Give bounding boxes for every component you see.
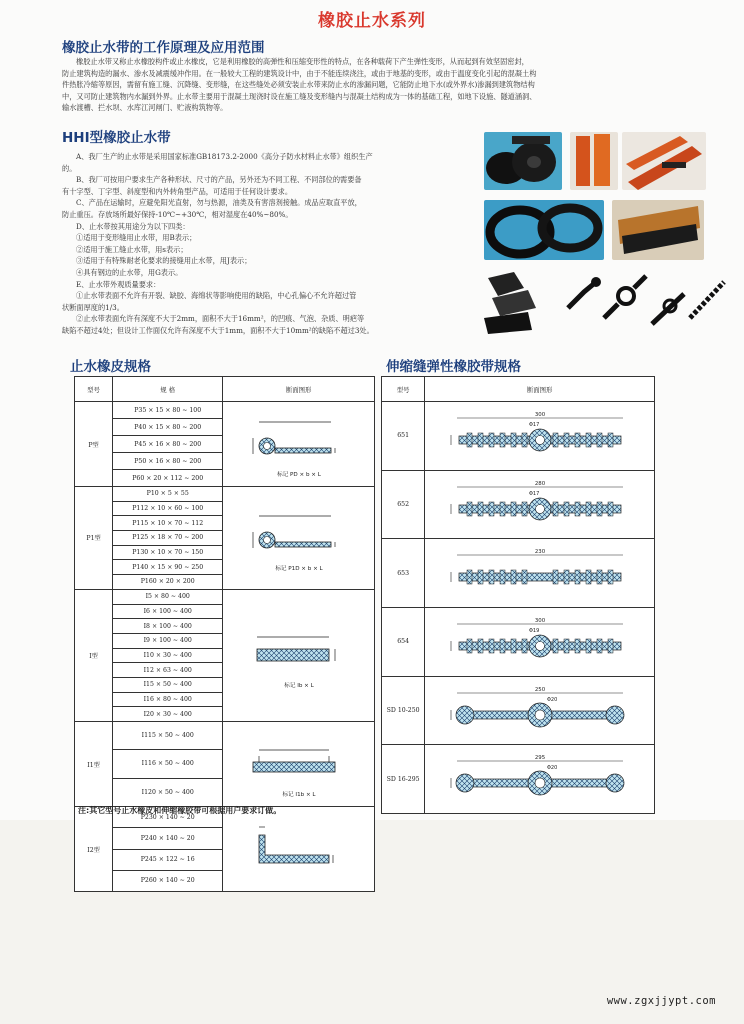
spec-cell: I15 × 50 ~ 400	[113, 677, 223, 692]
hhi-line: 的。	[62, 163, 77, 173]
spec-cell: P245 × 122 ~ 16	[113, 849, 223, 870]
spec-cell: P50 × 16 × 80 ~ 200	[113, 453, 223, 470]
section-heading-principle: 橡胶止水带的工作原理及应用范围	[62, 40, 265, 56]
spec-cell: I9 × 100 ~ 400	[113, 633, 223, 648]
spec-cell: P45 × 16 × 80 ~ 200	[113, 436, 223, 453]
right-table-heading: 伸缩缝弹性橡胶带规格	[386, 359, 521, 375]
section-shape-cell	[223, 722, 375, 807]
belt-diameter-label: Φ17	[528, 490, 539, 497]
belt-section-diagram	[437, 477, 643, 533]
cross-section-diagram	[229, 402, 369, 486]
hhi-line: ②适用于施工缝止水带，用s表示；	[76, 244, 188, 254]
hhi-line: E、止水带外观质量要求：	[76, 279, 161, 289]
cross-section-diagram	[229, 496, 369, 580]
spec-cell: P40 × 15 × 80 ~ 200	[113, 419, 223, 436]
table-row	[382, 402, 655, 471]
spec-cell: P240 × 140 ~ 20	[113, 828, 223, 849]
section-shape-cell	[425, 676, 655, 745]
spec-cell: P112 × 10 × 60 ~ 100	[113, 501, 223, 516]
cross-section-diagram	[229, 613, 369, 697]
product-photo-coils	[484, 200, 604, 260]
principle-line: 中，又可防止建筑物内水漏到外界。止水带主要用于混凝土现浇时设在施工缝及变形缝内与混凝土结构成为一体的基础工程，如地下设施、隧道涵洞、	[62, 91, 537, 101]
product-photos	[484, 128, 730, 344]
custom-order-note: 注:其它型号止水橡皮和伸缩橡胶带可根据用户要求订做。	[78, 806, 282, 815]
column-header: 断面图形	[425, 377, 655, 402]
hhi-line: D、止水带按其用途分为以下四类：	[76, 221, 190, 231]
spec-cell: P230 × 140 ~ 20	[113, 807, 223, 828]
hhi-line: ①适用于变形缝用止水带，用B表示；	[76, 233, 197, 243]
page-title: 橡胶止水系列	[318, 11, 426, 31]
rubber-roll-image	[484, 132, 562, 190]
model-cell: SD 16-295	[382, 745, 425, 814]
belt-width-label: 230	[534, 549, 545, 556]
hhi-line: ③适用于有特殊耐老化要求的接缝用止水带，用J表示；	[76, 256, 252, 266]
table-row	[382, 608, 655, 677]
hhi-line: 防止重压。存放场所最好保持-10℃~+30℃，相对湿度在40%~80%。	[62, 209, 293, 219]
hhi-line: A、我厂生产的止水带是采用国家标准GB18173.2-2000《高分子防水材料止水带》组织生产	[76, 152, 373, 161]
principle-line: 橡胶止水带又称止水橡胶构件或止水橡皮，它是利用橡胶的高弹性和压缩变形性的特点，在各种载荷下产生弹性变形，从而起到有效坚固密封，	[76, 57, 529, 66]
hhi-line: ①止水带表面不允许有开裂、缺胶、海绵状等影响使用的缺陷，中心孔偏心不允许超过管	[76, 291, 357, 301]
hhi-line: C、产品在运输时，应避免阳光直射，勿与热源，油类及有害溶剂接触。成品应取直平放，	[76, 198, 362, 208]
section-shape-cell	[223, 402, 375, 487]
spec-cell: I6 × 100 ~ 400	[113, 604, 223, 619]
model-cell: SD 10-250	[382, 676, 425, 745]
belt-width-label: 300	[534, 617, 545, 624]
spec-cell: I8 × 100 ~ 400	[113, 619, 223, 634]
section-shape-cell	[425, 608, 655, 677]
spec-cell: P160 × 20 × 200	[113, 575, 223, 590]
product-photo-steel-edge	[612, 200, 704, 260]
section-shape-cell	[425, 470, 655, 539]
hhi-line: B、我厂可按用户要求生产各种形状、尺寸的产品，另外还为不同工程、不同部位的需要备	[76, 175, 362, 185]
cross-section-diagram	[229, 722, 369, 806]
spec-cell: P260 × 140 ~ 20	[113, 870, 223, 891]
spec-cell: I10 × 30 ~ 400	[113, 648, 223, 663]
belt-section-diagram	[437, 751, 643, 807]
table-row	[382, 676, 655, 745]
principle-line: 防止建筑构造的漏水、渗水及减震缓冲作用。在一般较大工程的建筑设计中，由于不能连续浇注，或由于地基的变形，或由于温度变化引起的混凝土构	[62, 68, 537, 78]
belt-section-diagram	[437, 408, 643, 464]
cross-section-caption: 标记 Ib × L	[283, 683, 314, 690]
table-row	[382, 539, 655, 608]
section-shape-cell	[223, 589, 375, 721]
spec-cell: I12 × 63 ~ 400	[113, 663, 223, 678]
model-cell: 654	[382, 608, 425, 677]
belt-width-label: 295	[534, 755, 545, 762]
model-type-cell: I1型	[75, 722, 113, 807]
spec-cell: I115 × 50 ~ 400	[113, 722, 223, 750]
table-row	[75, 722, 375, 750]
hhi-paragraph	[62, 151, 478, 337]
steel-edge-image	[612, 200, 704, 260]
column-header: 规 格	[113, 377, 223, 402]
spec-cell: I20 × 30 ~ 400	[113, 707, 223, 722]
principle-line: 件热胀冷缩等原因，需留有施工缝、沉降缝、变形缝，在这些缝处必须安装止水带来防止水的渗漏问题，它能防止地下水(或外界水)渗漏到建筑物结构	[62, 80, 535, 90]
product-photo-orange-bars	[622, 132, 706, 190]
model-type-cell: I2型	[75, 807, 113, 892]
hhi-line: 缺陷不超过4处；但设计工作面仅允许有深度不大于1mm，面积不大于10mm²的缺陷不超过3处。	[62, 325, 374, 335]
orange-bar-image	[622, 132, 706, 190]
spec-cell: I116 × 50 ~ 400	[113, 750, 223, 778]
left-table-heading: 止水橡皮规格	[70, 359, 151, 375]
model-type-cell: P型	[75, 402, 113, 487]
cross-section-caption: 标记 I1b × L	[282, 792, 316, 798]
spec-cell: P140 × 15 × 90 ~ 250	[113, 560, 223, 575]
orange-strip-image	[570, 132, 618, 190]
footer-url: www.zgxjjypt.com	[606, 995, 716, 1007]
product-photo-rolls	[484, 132, 562, 190]
spec-cell: P35 × 15 × 80 ~ 100	[113, 402, 223, 419]
table-row	[382, 745, 655, 814]
coil-image	[484, 200, 604, 260]
cross-section-caption: 标记 P1D × b × L	[274, 565, 323, 572]
belt-diameter-label: Φ19	[528, 627, 539, 634]
belt-section-diagram	[437, 683, 643, 739]
section-shape-cell	[223, 807, 375, 892]
section-heading-hhi: HHI型橡胶止水带	[62, 130, 171, 146]
column-header: 型号	[382, 377, 425, 402]
table-row	[75, 487, 375, 502]
product-photo-orange-strips	[570, 132, 618, 190]
model-type-cell: P1型	[75, 487, 113, 590]
hhi-line: 有十字型、丁字型、斜度型和内外转角型产品，可适用于任何设计要求。	[62, 186, 293, 196]
belt-width-label: 300	[534, 411, 545, 418]
section-shape-cell	[425, 402, 655, 471]
hhi-line: ②止水带表面允许有深度不大于2mm，面积不大于16mm²，的凹痕、气泡、杂质、明疤等	[76, 314, 365, 324]
table-row	[75, 402, 375, 419]
table-row	[75, 589, 375, 604]
table-row	[382, 470, 655, 539]
model-cell: 651	[382, 402, 425, 471]
model-cell: 653	[382, 539, 425, 608]
belt-diameter-label: Φ17	[528, 421, 539, 428]
hhi-line: 状断面厚度的1/3。	[62, 302, 124, 312]
model-cell: 652	[382, 470, 425, 539]
spec-cell: I120 × 50 ~ 400	[113, 778, 223, 806]
spec-cell: P115 × 10 × 70 ~ 112	[113, 516, 223, 531]
section-shape-cell	[223, 487, 375, 590]
cross-section-diagram	[229, 807, 369, 891]
spec-cell: P125 × 18 × 70 ~ 200	[113, 531, 223, 546]
spec-cell: P130 × 10 × 70 ~ 150	[113, 545, 223, 560]
column-header: 断面图形	[223, 377, 375, 402]
column-header: 型号	[75, 377, 113, 402]
spec-cell: P60 × 20 × 112 ~ 200	[113, 470, 223, 487]
section-shape-cell	[425, 745, 655, 814]
belt-diameter-label: Φ20	[546, 765, 557, 772]
spec-cell: I5 × 80 ~ 400	[113, 589, 223, 604]
spec-cell: P10 × 5 × 55	[113, 487, 223, 502]
belt-width-label: 280	[534, 480, 545, 487]
expansion-belt-spec-table	[381, 376, 655, 814]
spec-cell: I16 × 80 ~ 400	[113, 692, 223, 707]
profile-strips-image	[484, 268, 730, 336]
product-photo-profiles	[484, 268, 730, 336]
belt-diameter-label: Φ20	[546, 696, 557, 703]
principle-paragraph	[62, 56, 712, 114]
principle-line: 输水渡槽、拦水坝、水库江河闸门、贮液构筑物等。	[62, 103, 228, 113]
belt-width-label: 250	[534, 686, 545, 693]
hhi-line: ④具有钢边的止水带，用G表示。	[76, 267, 183, 277]
cross-section-caption: 标记 PD × b × L	[276, 472, 321, 478]
section-shape-cell	[425, 539, 655, 608]
belt-section-diagram	[437, 545, 643, 601]
belt-section-diagram	[437, 614, 643, 670]
model-type-cell: I型	[75, 589, 113, 721]
